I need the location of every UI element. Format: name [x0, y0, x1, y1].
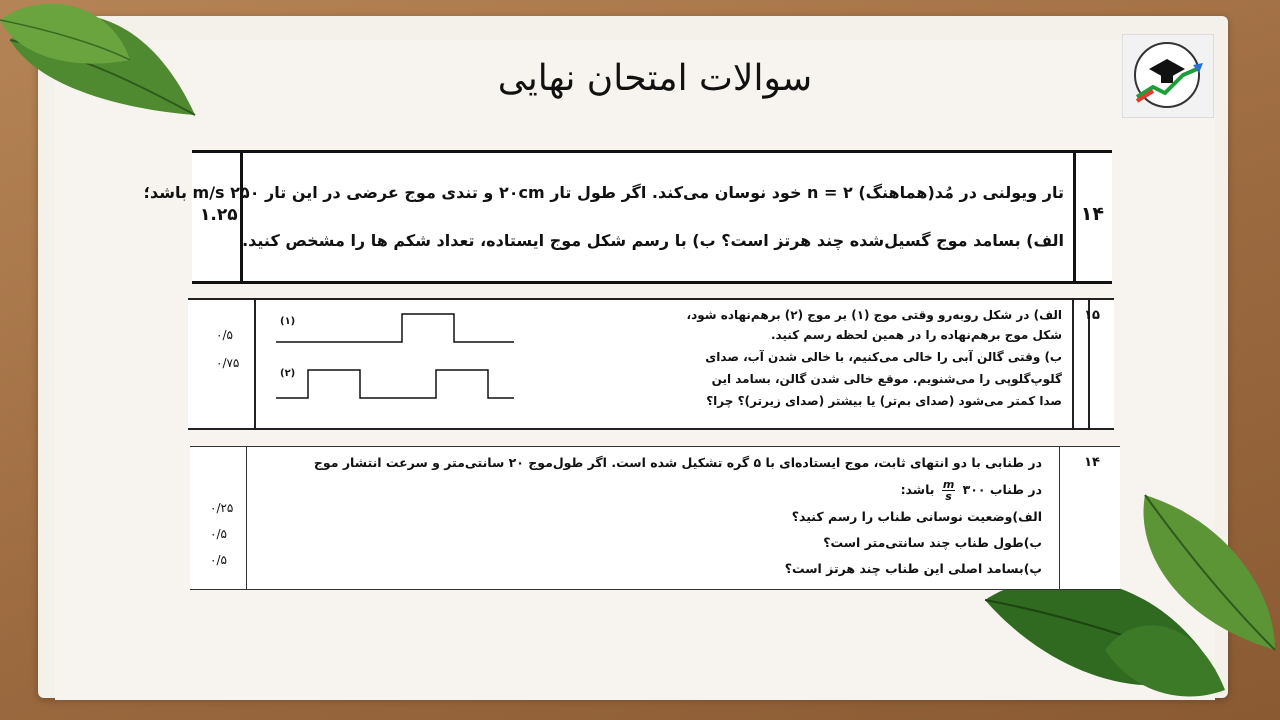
slide-title: سوالات امتحان نهایی: [497, 58, 813, 99]
score-a: ۰/۲۵: [210, 501, 234, 515]
score-c: ۰/۵: [210, 553, 227, 567]
question-line: در طنابی با دو انتهای ثابت، موج ایستاده‌ای با ۵ گره تشکیل شده است. اگر طول‌موج ۲۰ سانتی‌متر و سرعت انتشار موج: [313, 455, 1042, 470]
column-divider: [246, 447, 247, 589]
question-line-end: باشد:: [900, 482, 935, 497]
question-score: ۱.۲۵: [200, 205, 238, 225]
question-number: ۱۴: [1084, 455, 1100, 470]
column-divider: [1072, 300, 1074, 428]
question-line-with-unit: [901, 479, 1042, 502]
logo-graphic: [1123, 35, 1213, 117]
score-b: ۰/۷۵: [216, 356, 240, 370]
wave-1-label: (۱): [280, 316, 296, 327]
question-line: گلوپ‌گلوپی را می‌شنویم. موقع خالی شدن گالن، بسامد این: [711, 372, 1062, 386]
question-part-a: الف)وضعیت نوسانی طناب را رسم کنید؟: [791, 509, 1042, 524]
speed-value: ۳۰۰: [962, 482, 986, 497]
score-a: ۰/۵: [216, 328, 233, 342]
question-part-c: پ)بسامد اصلی این طناب چند هرتز است؟: [784, 561, 1042, 576]
question-14-standing-wave-rope: [190, 446, 1120, 590]
speed-unit: [942, 479, 955, 502]
wave-diagram: [274, 310, 518, 416]
question-line: شکل موج برهم‌نهاده را در همین لحظه رسم کنید.: [770, 328, 1062, 342]
question-part-b: ب)طول طناب چند سانتی‌متر است؟: [823, 535, 1042, 550]
question-line: الف) در شکل روبه‌رو وقتی موج (۱) بر موج (۲) برهم‌نهاده شود،: [686, 308, 1062, 322]
unit-numerator: m: [942, 478, 955, 491]
question-15-superposition: [188, 298, 1114, 430]
wave-1-pulse: [276, 314, 514, 342]
question-number: ۱۵: [1084, 308, 1100, 323]
wave-2-pulses: [276, 370, 514, 398]
unit-denominator: s: [945, 490, 952, 503]
column-divider: [254, 300, 256, 428]
school-logo: [1122, 34, 1214, 118]
column-divider: [1059, 447, 1060, 589]
question-14-violin-string: [143, 150, 1112, 284]
question-line-start: در طناب: [989, 482, 1042, 497]
score-b: ۰/۵: [210, 527, 227, 541]
wave-2-label: (۲): [280, 368, 296, 379]
question-line: صدا کمتر می‌شود (صدای بم‌تر) یا بیشتر (صدای زیرتر)؟ چرا؟: [706, 394, 1062, 408]
leaf-decoration-top-left: [0, 0, 210, 130]
question-text-line-1: تار ویولنی در مُد(هماهنگ) ۲ = n خود نوسان می‌کند. اگر طول تار ۲۰cm و تندی موج عرضی در این تار ۲۵۰ m/s باشد؛: [143, 183, 1064, 202]
question-line: ب) وقتی گالن آبی را خالی می‌کنیم، با خالی شدن آب، صدای: [705, 350, 1062, 364]
question-text-line-2: الف) بسامد موج گسیل‌شده چند هرتز است؟ ب) با رسم شکل موج ایستاده، تعداد شکم ها را مشخص کنید.: [242, 231, 1064, 250]
question-number: ۱۴: [1080, 203, 1104, 225]
